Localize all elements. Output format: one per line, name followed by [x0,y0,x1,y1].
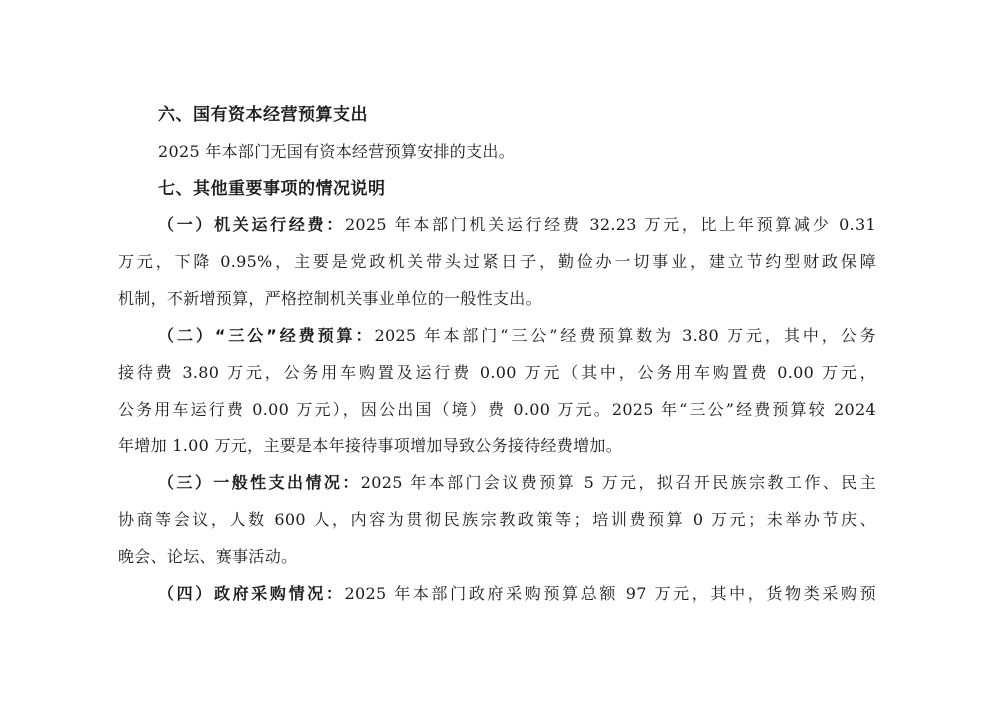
item1-line1-text: 2025 年本部门机关运行经费 32.23 万元，比上年预算减少 0.31 [344,215,876,234]
item1-line1 [158,213,876,237]
section-six-heading: 六、国有资本经营预算支出 [158,105,368,125]
item3-line2: 协商等会议，人数 600 人，内容为贯彻民族宗教政策等；培训费预算 0 万元；未举办节庆、 [118,510,876,529]
section-six-text: 2025 年本部门无国有资本经营预算安排的支出。 [158,142,516,161]
item3-label: （三）一般性支出情况： [158,473,361,492]
item4-label: （四）政府采购情况： [158,584,345,603]
item4-line1 [158,582,876,606]
item2-line3: 公务用车运行费 0.00 万元），因公出国（境）费 0.00 万元。2025 年“三公”经费预算较 2024 [118,400,876,419]
section-seven-heading: 七、其他重要事项的情况说明 [158,179,386,199]
item3-line1 [158,471,876,495]
item1-line2: 万元，下降 0.95%，主要是党政机关带头过紧日子，勤俭办一切事业，建立节约型财政保障 [118,252,876,271]
item1-line3: 机制，不新增预算，严格控制机关事业单位的一般性支出。 [118,289,542,308]
item3-line3: 晚会、论坛、赛事活动。 [118,547,298,566]
item2-label: （二）“三公”经费预算： [158,326,375,345]
item4-line1-text: 2025 年本部门政府采购预算总额 97 万元，其中，货物类采购预 [344,584,876,603]
item2-line1-text: 2025 年本部门“三公”经费预算数为 3.80 万元，其中，公务 [374,326,876,345]
item2-line1 [158,324,876,348]
item2-line2: 接待费 3.80 万元，公务用车购置及运行费 0.00 万元（其中，公务用车购置费 0.00 万元， [118,363,876,382]
item3-line1-text: 2025 年本部门会议费预算 5 万元，拟召开民族宗教工作、民主 [360,473,876,492]
item2-line4: 年增加 1.00 万元，主要是本年接待事项增加导致公务接待经费增加。 [118,436,622,455]
item1-label: （一）机关运行经费： [158,215,345,234]
